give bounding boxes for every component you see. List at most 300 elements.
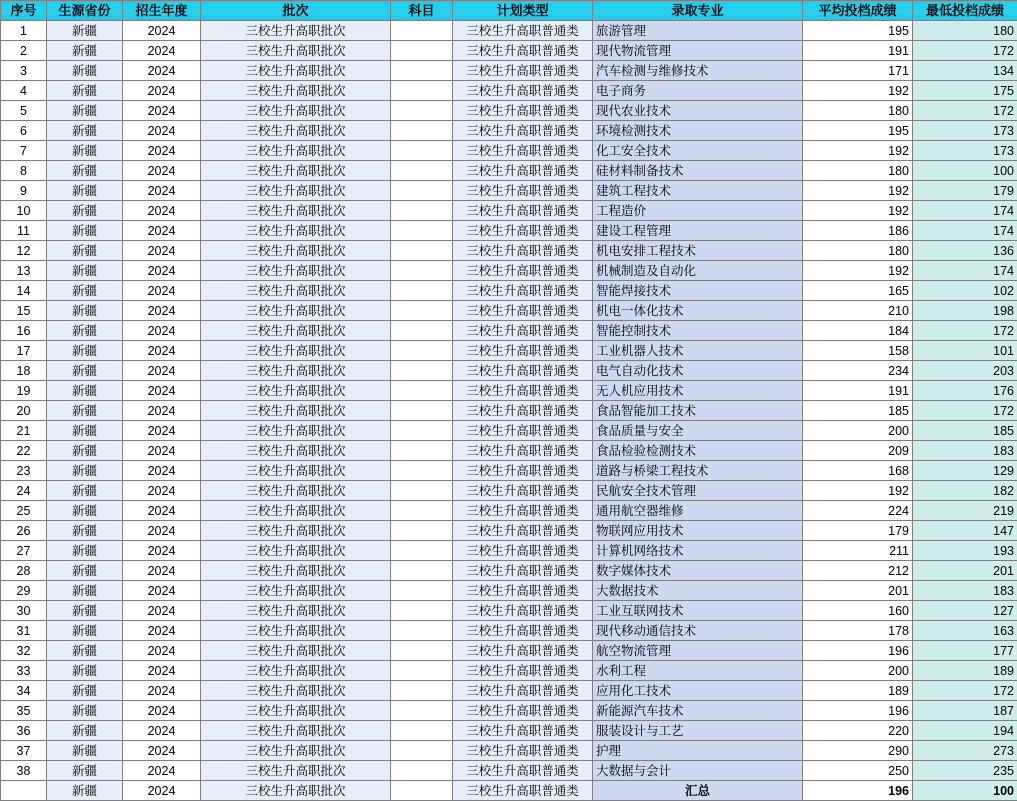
table-cell-subject [391, 241, 453, 261]
table-cell-batch: 三校生升高职批次 [201, 721, 391, 741]
table-row [1, 621, 1017, 641]
table-cell-major: 数字媒体技术 [593, 561, 803, 581]
table-cell-major: 旅游管理 [593, 21, 803, 41]
table-cell-minimum-score: 163 [913, 621, 1017, 641]
column-header-year: 招生年度 [123, 1, 201, 21]
table-cell-plan-type: 三校生升高职普通类 [453, 761, 593, 781]
total-table-cell-minimum-score: 100 [913, 781, 1017, 801]
table-row [1, 221, 1017, 241]
table-header [1, 1, 1017, 21]
table-cell-year: 2024 [123, 201, 201, 221]
table-cell-average-score: 220 [803, 721, 913, 741]
table-cell-subject [391, 441, 453, 461]
table-cell-year: 2024 [123, 321, 201, 341]
table-cell-seq: 25 [1, 501, 47, 521]
table-cell-year: 2024 [123, 481, 201, 501]
table-cell-seq: 12 [1, 241, 47, 261]
table-row [1, 501, 1017, 521]
table-cell-year: 2024 [123, 681, 201, 701]
table-cell-minimum-score: 182 [913, 481, 1017, 501]
table-row [1, 341, 1017, 361]
table-cell-plan-type: 三校生升高职普通类 [453, 321, 593, 341]
table-cell-plan-type: 三校生升高职普通类 [453, 101, 593, 121]
table-cell-minimum-score: 235 [913, 761, 1017, 781]
table-cell-batch: 三校生升高职批次 [201, 581, 391, 601]
table-cell-batch: 三校生升高职批次 [201, 481, 391, 501]
table-cell-province: 新疆 [47, 261, 123, 281]
table-cell-plan-type: 三校生升高职普通类 [453, 261, 593, 281]
table-cell-plan-type: 三校生升高职普通类 [453, 421, 593, 441]
table-cell-plan-type: 三校生升高职普通类 [453, 201, 593, 221]
table-cell-seq: 22 [1, 441, 47, 461]
table-cell-year: 2024 [123, 721, 201, 741]
table-cell-minimum-score: 136 [913, 241, 1017, 261]
table-cell-year: 2024 [123, 121, 201, 141]
table-cell-subject [391, 121, 453, 141]
table-cell-subject [391, 181, 453, 201]
table-cell-subject [391, 21, 453, 41]
table-cell-year: 2024 [123, 461, 201, 481]
table-cell-average-score: 158 [803, 341, 913, 361]
total-table-cell-year: 2024 [123, 781, 201, 801]
table-cell-year: 2024 [123, 401, 201, 421]
table-cell-major: 工程造价 [593, 201, 803, 221]
table-row [1, 141, 1017, 161]
table-cell-subject [391, 541, 453, 561]
table-cell-batch: 三校生升高职批次 [201, 201, 391, 221]
table-cell-major: 现代物流管理 [593, 41, 803, 61]
table-cell-subject [391, 761, 453, 781]
table-cell-year: 2024 [123, 521, 201, 541]
table-cell-plan-type: 三校生升高职普通类 [453, 461, 593, 481]
table-cell-subject [391, 401, 453, 421]
table-cell-plan-type: 三校生升高职普通类 [453, 641, 593, 661]
total-table-cell-plan-type: 三校生升高职普通类 [453, 781, 593, 801]
column-header-seq: 序号 [1, 1, 47, 21]
table-body [1, 21, 1017, 801]
table-cell-average-score: 211 [803, 541, 913, 561]
table-cell-seq: 17 [1, 341, 47, 361]
table-cell-province: 新疆 [47, 241, 123, 261]
table-cell-minimum-score: 187 [913, 701, 1017, 721]
table-cell-plan-type: 三校生升高职普通类 [453, 21, 593, 41]
table-cell-batch: 三校生升高职批次 [201, 641, 391, 661]
total-table-cell-subject [391, 781, 453, 801]
table-cell-average-score: 224 [803, 501, 913, 521]
table-cell-subject [391, 501, 453, 521]
table-cell-province: 新疆 [47, 401, 123, 421]
table-cell-seq: 10 [1, 201, 47, 221]
table-cell-minimum-score: 172 [913, 681, 1017, 701]
table-cell-major: 道路与桥梁工程技术 [593, 461, 803, 481]
table-cell-seq: 3 [1, 61, 47, 81]
table-cell-province: 新疆 [47, 481, 123, 501]
table-cell-major: 物联网应用技术 [593, 521, 803, 541]
table-cell-batch: 三校生升高职批次 [201, 341, 391, 361]
table-cell-minimum-score: 189 [913, 661, 1017, 681]
table-row [1, 421, 1017, 441]
table-cell-major: 环境检测技术 [593, 121, 803, 141]
table-row [1, 461, 1017, 481]
table-cell-minimum-score: 173 [913, 121, 1017, 141]
table-cell-batch: 三校生升高职批次 [201, 661, 391, 681]
table-cell-minimum-score: 273 [913, 741, 1017, 761]
table-cell-plan-type: 三校生升高职普通类 [453, 141, 593, 161]
table-cell-seq: 32 [1, 641, 47, 661]
table-cell-major: 电气自动化技术 [593, 361, 803, 381]
table-cell-subject [391, 261, 453, 281]
table-cell-major: 民航安全技术管理 [593, 481, 803, 501]
table-row [1, 701, 1017, 721]
table-cell-province: 新疆 [47, 341, 123, 361]
table-cell-major: 机械制造及自动化 [593, 261, 803, 281]
table-cell-batch: 三校生升高职批次 [201, 741, 391, 761]
table-cell-minimum-score: 100 [913, 161, 1017, 181]
table-cell-batch: 三校生升高职批次 [201, 461, 391, 481]
table-cell-major: 智能控制技术 [593, 321, 803, 341]
table-row [1, 321, 1017, 341]
table-cell-year: 2024 [123, 381, 201, 401]
table-cell-minimum-score: 101 [913, 341, 1017, 361]
table-row [1, 601, 1017, 621]
table-cell-batch: 三校生升高职批次 [201, 261, 391, 281]
table-cell-plan-type: 三校生升高职普通类 [453, 301, 593, 321]
table-cell-year: 2024 [123, 641, 201, 661]
table-cell-average-score: 191 [803, 41, 913, 61]
table-cell-subject [391, 81, 453, 101]
table-cell-province: 新疆 [47, 561, 123, 581]
table-row [1, 561, 1017, 581]
table-cell-year: 2024 [123, 21, 201, 41]
table-cell-subject [391, 601, 453, 621]
table-cell-average-score: 184 [803, 321, 913, 341]
table-cell-province: 新疆 [47, 541, 123, 561]
table-cell-subject [391, 381, 453, 401]
table-cell-minimum-score: 173 [913, 141, 1017, 161]
table-cell-batch: 三校生升高职批次 [201, 621, 391, 641]
table-cell-subject [391, 661, 453, 681]
table-cell-province: 新疆 [47, 81, 123, 101]
table-cell-subject [391, 221, 453, 241]
column-header-minimum-score: 最低投档成绩 [913, 1, 1017, 21]
table-cell-major: 机电一体化技术 [593, 301, 803, 321]
table-cell-minimum-score: 179 [913, 181, 1017, 201]
table-row [1, 581, 1017, 601]
table-cell-major: 食品智能加工技术 [593, 401, 803, 421]
table-cell-batch: 三校生升高职批次 [201, 61, 391, 81]
table-cell-year: 2024 [123, 301, 201, 321]
total-table-cell-average-score: 196 [803, 781, 913, 801]
table-cell-minimum-score: 203 [913, 361, 1017, 381]
table-cell-plan-type: 三校生升高职普通类 [453, 541, 593, 561]
table-cell-average-score: 168 [803, 461, 913, 481]
total-table-cell-batch: 三校生升高职批次 [201, 781, 391, 801]
total-table-cell-province: 新疆 [47, 781, 123, 801]
table-cell-subject [391, 621, 453, 641]
table-cell-year: 2024 [123, 421, 201, 441]
table-cell-year: 2024 [123, 561, 201, 581]
table-cell-plan-type: 三校生升高职普通类 [453, 361, 593, 381]
table-cell-major: 食品质量与安全 [593, 421, 803, 441]
table-cell-batch: 三校生升高职批次 [201, 441, 391, 461]
table-cell-seq: 13 [1, 261, 47, 281]
table-cell-plan-type: 三校生升高职普通类 [453, 661, 593, 681]
table-cell-minimum-score: 201 [913, 561, 1017, 581]
table-row [1, 41, 1017, 61]
table-cell-minimum-score: 102 [913, 281, 1017, 301]
table-cell-average-score: 179 [803, 521, 913, 541]
table-cell-batch: 三校生升高职批次 [201, 141, 391, 161]
column-header-plan-type: 计划类型 [453, 1, 593, 21]
table-cell-average-score: 201 [803, 581, 913, 601]
table-cell-year: 2024 [123, 61, 201, 81]
table-cell-batch: 三校生升高职批次 [201, 521, 391, 541]
table-cell-subject [391, 421, 453, 441]
table-cell-seq: 14 [1, 281, 47, 301]
table-cell-seq: 4 [1, 81, 47, 101]
table-cell-major: 新能源汽车技术 [593, 701, 803, 721]
table-cell-plan-type: 三校生升高职普通类 [453, 621, 593, 641]
table-cell-plan-type: 三校生升高职普通类 [453, 601, 593, 621]
table-cell-minimum-score: 198 [913, 301, 1017, 321]
table-cell-subject [391, 681, 453, 701]
table-cell-subject [391, 61, 453, 81]
table-cell-batch: 三校生升高职批次 [201, 381, 391, 401]
table-cell-average-score: 192 [803, 481, 913, 501]
table-cell-batch: 三校生升高职批次 [201, 561, 391, 581]
table-cell-major: 现代农业技术 [593, 101, 803, 121]
table-cell-batch: 三校生升高职批次 [201, 541, 391, 561]
table-cell-subject [391, 361, 453, 381]
table-cell-major: 食品检验检测技术 [593, 441, 803, 461]
table-cell-province: 新疆 [47, 701, 123, 721]
table-cell-plan-type: 三校生升高职普通类 [453, 701, 593, 721]
table-cell-province: 新疆 [47, 581, 123, 601]
table-cell-plan-type: 三校生升高职普通类 [453, 221, 593, 241]
table-cell-minimum-score: 129 [913, 461, 1017, 481]
table-cell-subject [391, 641, 453, 661]
table-cell-average-score: 210 [803, 301, 913, 321]
table-cell-province: 新疆 [47, 601, 123, 621]
table-cell-province: 新疆 [47, 141, 123, 161]
table-cell-province: 新疆 [47, 641, 123, 661]
column-header-province: 生源省份 [47, 1, 123, 21]
table-cell-minimum-score: 175 [913, 81, 1017, 101]
table-cell-batch: 三校生升高职批次 [201, 301, 391, 321]
table-cell-province: 新疆 [47, 381, 123, 401]
table-cell-year: 2024 [123, 181, 201, 201]
table-cell-province: 新疆 [47, 181, 123, 201]
table-cell-batch: 三校生升高职批次 [201, 761, 391, 781]
table-cell-province: 新疆 [47, 501, 123, 521]
table-cell-major: 大数据与会计 [593, 761, 803, 781]
table-cell-minimum-score: 180 [913, 21, 1017, 41]
table-cell-major: 建筑工程技术 [593, 181, 803, 201]
table-row [1, 681, 1017, 701]
table-row [1, 201, 1017, 221]
table-cell-average-score: 195 [803, 21, 913, 41]
table-cell-average-score: 200 [803, 421, 913, 441]
table-cell-subject [391, 581, 453, 601]
table-row [1, 401, 1017, 421]
table-cell-plan-type: 三校生升高职普通类 [453, 41, 593, 61]
table-cell-batch: 三校生升高职批次 [201, 121, 391, 141]
table-cell-seq: 36 [1, 721, 47, 741]
table-cell-seq: 30 [1, 601, 47, 621]
table-cell-major: 电子商务 [593, 81, 803, 101]
table-cell-minimum-score: 193 [913, 541, 1017, 561]
table-cell-province: 新疆 [47, 21, 123, 41]
table-cell-year: 2024 [123, 261, 201, 281]
table-cell-major: 工业互联网技术 [593, 601, 803, 621]
table-cell-plan-type: 三校生升高职普通类 [453, 121, 593, 141]
table-cell-year: 2024 [123, 741, 201, 761]
table-row [1, 101, 1017, 121]
table-cell-year: 2024 [123, 161, 201, 181]
table-cell-subject [391, 461, 453, 481]
table-cell-province: 新疆 [47, 361, 123, 381]
table-cell-province: 新疆 [47, 321, 123, 341]
table-cell-year: 2024 [123, 41, 201, 61]
table-cell-seq: 29 [1, 581, 47, 601]
table-cell-minimum-score: 174 [913, 261, 1017, 281]
table-cell-plan-type: 三校生升高职普通类 [453, 741, 593, 761]
table-cell-seq: 7 [1, 141, 47, 161]
table-cell-year: 2024 [123, 281, 201, 301]
table-row [1, 121, 1017, 141]
table-cell-minimum-score: 172 [913, 401, 1017, 421]
table-cell-subject [391, 721, 453, 741]
table-cell-batch: 三校生升高职批次 [201, 681, 391, 701]
table-cell-average-score: 178 [803, 621, 913, 641]
table-cell-average-score: 180 [803, 101, 913, 121]
table-cell-plan-type: 三校生升高职普通类 [453, 401, 593, 421]
table-cell-batch: 三校生升高职批次 [201, 21, 391, 41]
table-cell-year: 2024 [123, 541, 201, 561]
table-cell-province: 新疆 [47, 441, 123, 461]
table-cell-minimum-score: 176 [913, 381, 1017, 401]
table-row [1, 641, 1017, 661]
table-row [1, 281, 1017, 301]
table-cell-province: 新疆 [47, 741, 123, 761]
table-cell-batch: 三校生升高职批次 [201, 281, 391, 301]
table-cell-major: 机电安排工程技术 [593, 241, 803, 261]
table-cell-batch: 三校生升高职批次 [201, 701, 391, 721]
table-cell-minimum-score: 172 [913, 101, 1017, 121]
table-cell-batch: 三校生升高职批次 [201, 321, 391, 341]
table-cell-subject [391, 301, 453, 321]
table-cell-major: 智能焊接技术 [593, 281, 803, 301]
table-cell-average-score: 192 [803, 181, 913, 201]
table-cell-plan-type: 三校生升高职普通类 [453, 481, 593, 501]
table-cell-plan-type: 三校生升高职普通类 [453, 381, 593, 401]
table-cell-average-score: 192 [803, 201, 913, 221]
table-row [1, 541, 1017, 561]
table-cell-province: 新疆 [47, 161, 123, 181]
table-cell-seq: 28 [1, 561, 47, 581]
total-table-cell-seq [1, 781, 47, 801]
table-cell-seq: 5 [1, 101, 47, 121]
table-cell-average-score: 191 [803, 381, 913, 401]
table-row [1, 521, 1017, 541]
table-cell-seq: 31 [1, 621, 47, 641]
table-cell-batch: 三校生升高职批次 [201, 361, 391, 381]
table-row [1, 761, 1017, 781]
table-cell-average-score: 180 [803, 161, 913, 181]
table-row [1, 161, 1017, 181]
table-cell-plan-type: 三校生升高职普通类 [453, 521, 593, 541]
table-cell-province: 新疆 [47, 201, 123, 221]
table-row [1, 81, 1017, 101]
table-cell-seq: 38 [1, 761, 47, 781]
total-table-cell-major: 汇总 [593, 781, 803, 801]
table-row [1, 181, 1017, 201]
table-cell-batch: 三校生升高职批次 [201, 501, 391, 521]
table-cell-major: 大数据技术 [593, 581, 803, 601]
table-cell-subject [391, 201, 453, 221]
table-cell-plan-type: 三校生升高职普通类 [453, 561, 593, 581]
table-cell-province: 新疆 [47, 521, 123, 541]
table-cell-plan-type: 三校生升高职普通类 [453, 281, 593, 301]
table-cell-average-score: 185 [803, 401, 913, 421]
table-cell-province: 新疆 [47, 721, 123, 741]
table-cell-major: 通用航空器维修 [593, 501, 803, 521]
table-row [1, 481, 1017, 501]
table-cell-subject [391, 561, 453, 581]
table-cell-year: 2024 [123, 701, 201, 721]
header-row [1, 1, 1017, 21]
table-row [1, 61, 1017, 81]
table-cell-major: 计算机网络技术 [593, 541, 803, 561]
table-cell-plan-type: 三校生升高职普通类 [453, 581, 593, 601]
table-cell-batch: 三校生升高职批次 [201, 161, 391, 181]
table-cell-major: 航空物流管理 [593, 641, 803, 661]
table-cell-province: 新疆 [47, 101, 123, 121]
table-cell-average-score: 212 [803, 561, 913, 581]
table-cell-major: 化工安全技术 [593, 141, 803, 161]
table-cell-minimum-score: 177 [913, 641, 1017, 661]
table-cell-plan-type: 三校生升高职普通类 [453, 441, 593, 461]
table-cell-seq: 9 [1, 181, 47, 201]
table-cell-province: 新疆 [47, 61, 123, 81]
table-cell-subject [391, 701, 453, 721]
table-cell-year: 2024 [123, 221, 201, 241]
table-cell-major: 无人机应用技术 [593, 381, 803, 401]
table-cell-minimum-score: 185 [913, 421, 1017, 441]
table-cell-major: 护理 [593, 741, 803, 761]
table-cell-province: 新疆 [47, 421, 123, 441]
table-row [1, 241, 1017, 261]
table-cell-batch: 三校生升高职批次 [201, 181, 391, 201]
table-cell-year: 2024 [123, 241, 201, 261]
table-cell-subject [391, 741, 453, 761]
table-cell-average-score: 160 [803, 601, 913, 621]
table-cell-major: 工业机器人技术 [593, 341, 803, 361]
table-row [1, 301, 1017, 321]
table-cell-batch: 三校生升高职批次 [201, 601, 391, 621]
table-cell-province: 新疆 [47, 41, 123, 61]
table-cell-seq: 6 [1, 121, 47, 141]
column-header-major: 录取专业 [593, 1, 803, 21]
table-cell-year: 2024 [123, 81, 201, 101]
table-cell-batch: 三校生升高职批次 [201, 101, 391, 121]
table-cell-average-score: 189 [803, 681, 913, 701]
table-cell-plan-type: 三校生升高职普通类 [453, 241, 593, 261]
table-cell-province: 新疆 [47, 121, 123, 141]
table-cell-seq: 27 [1, 541, 47, 561]
table-cell-province: 新疆 [47, 221, 123, 241]
table-row [1, 381, 1017, 401]
